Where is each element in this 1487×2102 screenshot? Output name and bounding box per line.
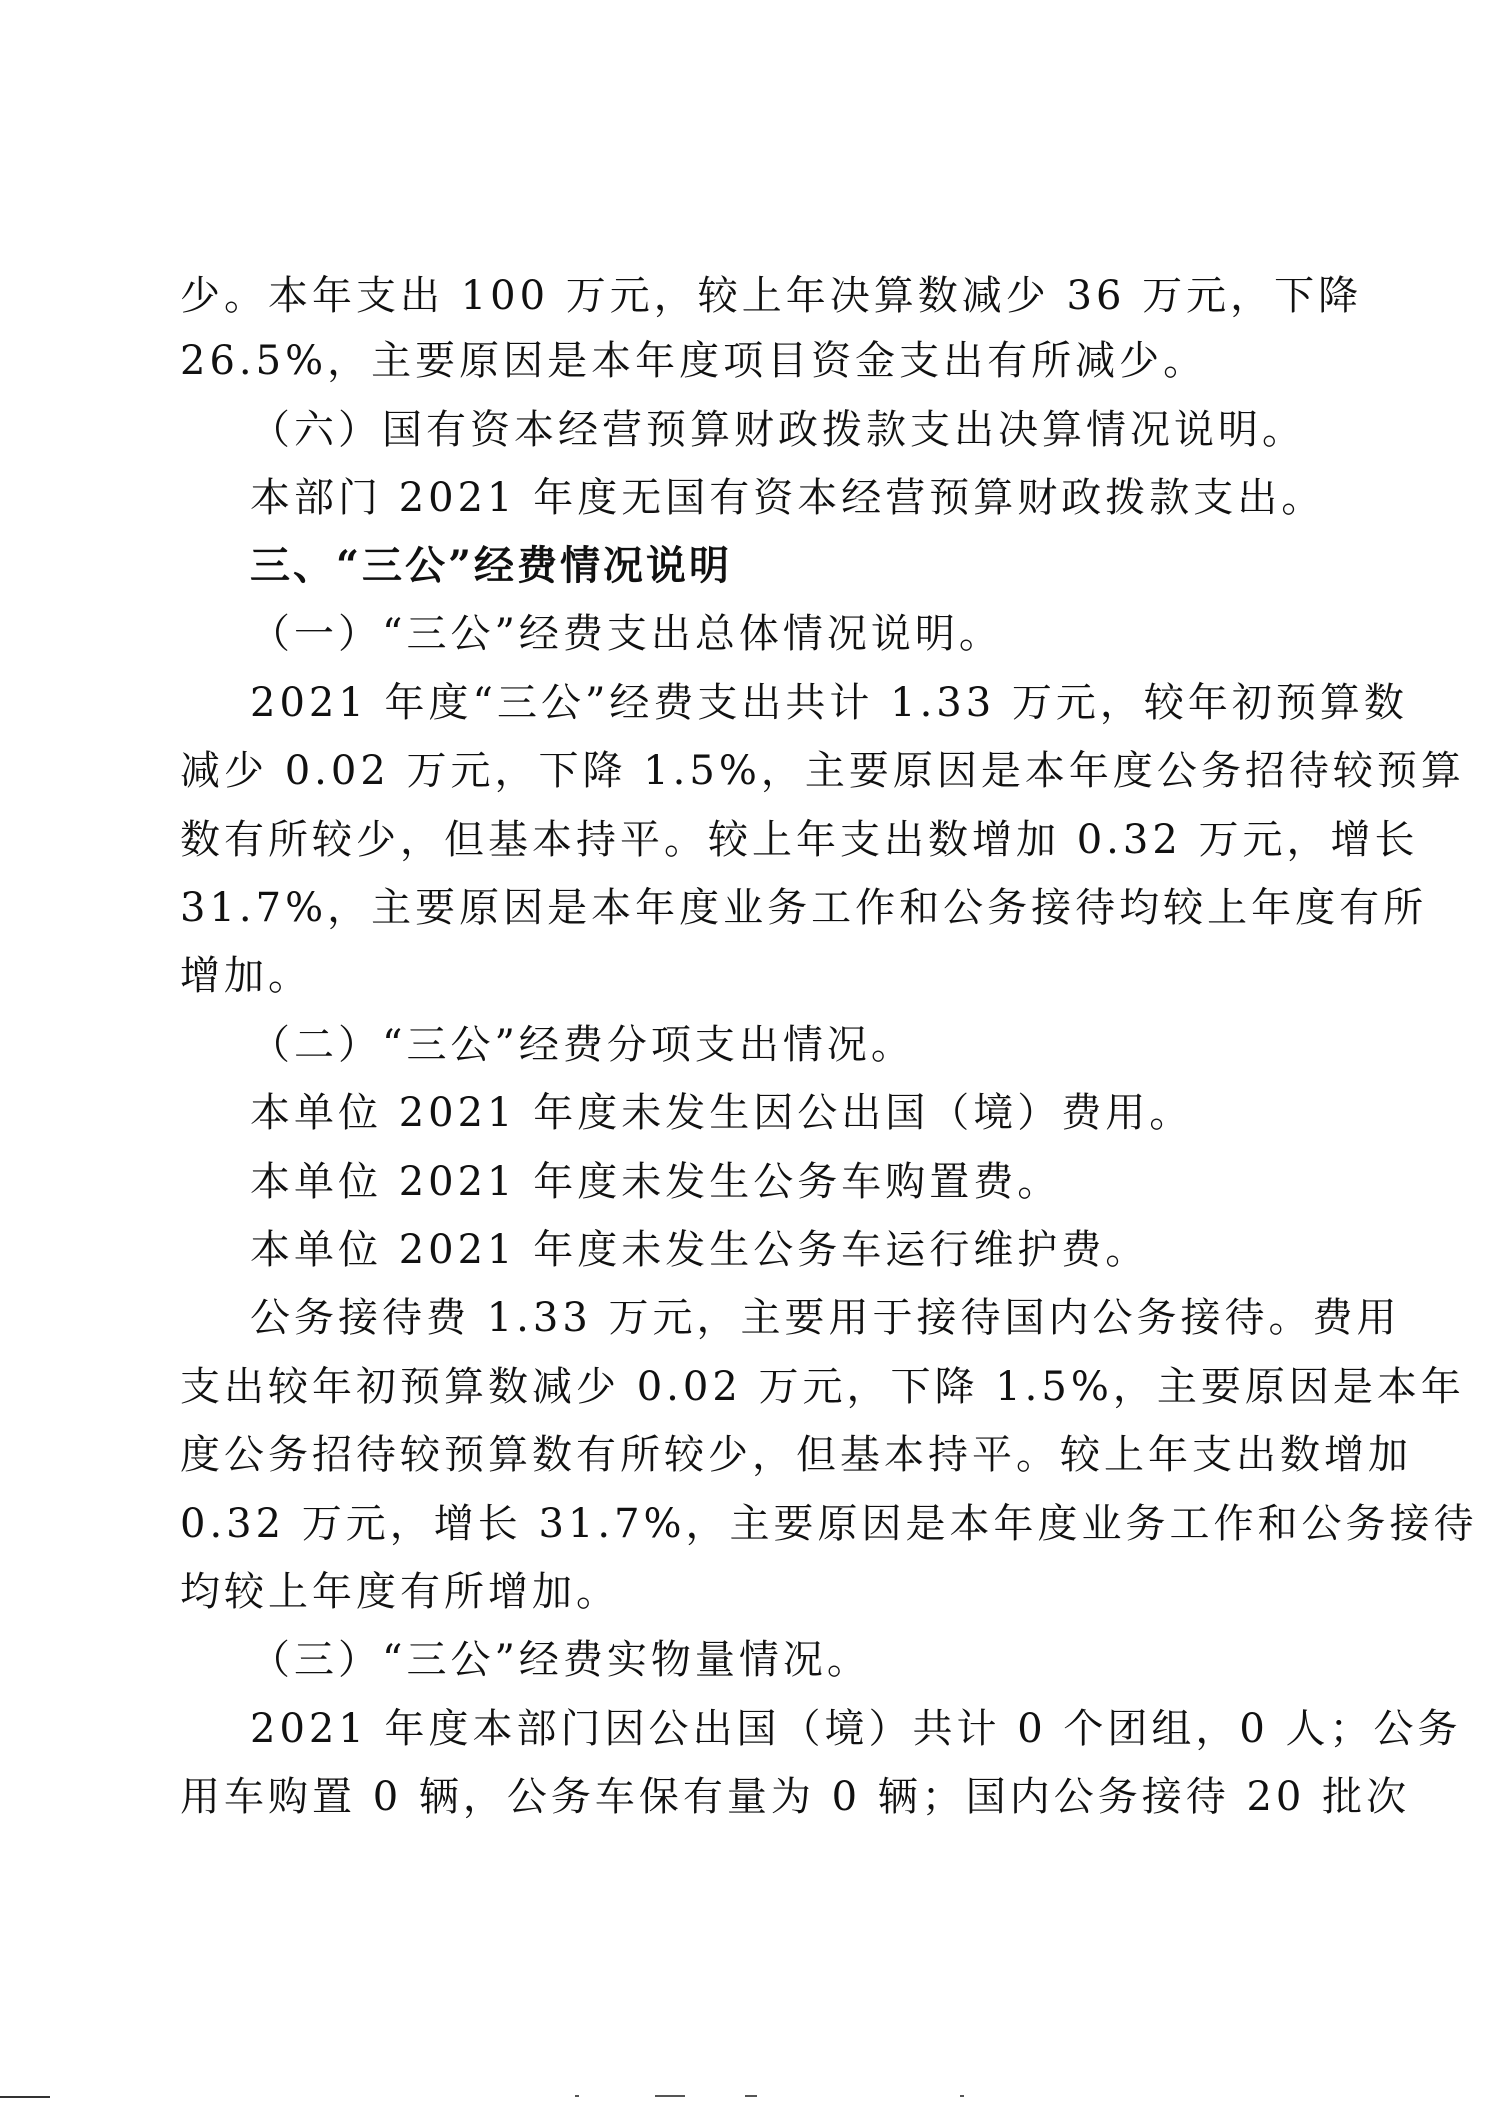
paragraph-line: 26.5%，主要原因是本年度项目资金支出有所减少。 [180, 338, 1208, 384]
section-subheading: （六）国有资本经营预算财政拨款支出决算情况说明。 [250, 407, 1306, 453]
paragraph-line: 本单位 2021 年度未发生公务车运行维护费。 [250, 1227, 1150, 1273]
section-subheading: （三）“三公”经费实物量情况。 [250, 1637, 871, 1683]
paragraph-line: 31.7%，主要原因是本年度业务工作和公务接待均较上年度有所 [180, 885, 1428, 931]
scan-artifact [655, 2095, 685, 2097]
paragraph-line: 减少 0.02 万元，下降 1.5%，主要原因是本年度公务招待较预算 [180, 748, 1465, 794]
paragraph-line: 数有所较少，但基本持平。较上年支出数增加 0.32 万元，增长 [180, 817, 1419, 863]
scan-artifact [745, 2095, 757, 2097]
paragraph-line: 本单位 2021 年度未发生公务车购置费。 [250, 1159, 1062, 1205]
scan-artifact [960, 2095, 964, 2097]
scan-artifact [0, 2096, 50, 2098]
paragraph-line: 度公务招待较预算数有所较少，但基本持平。较上年支出数增加 [180, 1432, 1412, 1478]
paragraph-line: 2021 年度本部门因公出国（境）共计 0 个团组，0 人；公务 [250, 1706, 1462, 1752]
paragraph-line: 少。本年支出 100 万元，较上年决算数减少 36 万元，下降 [180, 273, 1363, 319]
section-heading: 三、“三公”经费情况说明 [250, 542, 733, 589]
paragraph-line: 均较上年度有所增加。 [180, 1569, 620, 1615]
scan-artifact [575, 2095, 579, 2097]
section-subheading: （一）“三公”经费支出总体情况说明。 [250, 611, 1003, 657]
paragraph-line: 2021 年度“三公”经费支出共计 1.33 万元，较年初预算数 [250, 680, 1408, 726]
section-subheading: （二）“三公”经费分项支出情况。 [250, 1022, 915, 1068]
paragraph-line: 公务接待费 1.33 万元，主要用于接待国内公务接待。费用 [250, 1295, 1401, 1341]
paragraph-line: 支出较年初预算数减少 0.02 万元，下降 1.5%，主要原因是本年 [180, 1364, 1465, 1410]
paragraph-line: 0.32 万元，增长 31.7%，主要原因是本年度业务工作和公务接待 [180, 1501, 1478, 1547]
paragraph-line: 增加。 [180, 953, 312, 999]
paragraph-line: 本部门 2021 年度无国有资本经营预算财政拨款支出。 [250, 475, 1326, 521]
paragraph-line: 用车购置 0 辆，公务车保有量为 0 辆；国内公务接待 20 批次 [180, 1774, 1411, 1820]
paragraph-line: 本单位 2021 年度未发生因公出国（境）费用。 [250, 1090, 1194, 1136]
